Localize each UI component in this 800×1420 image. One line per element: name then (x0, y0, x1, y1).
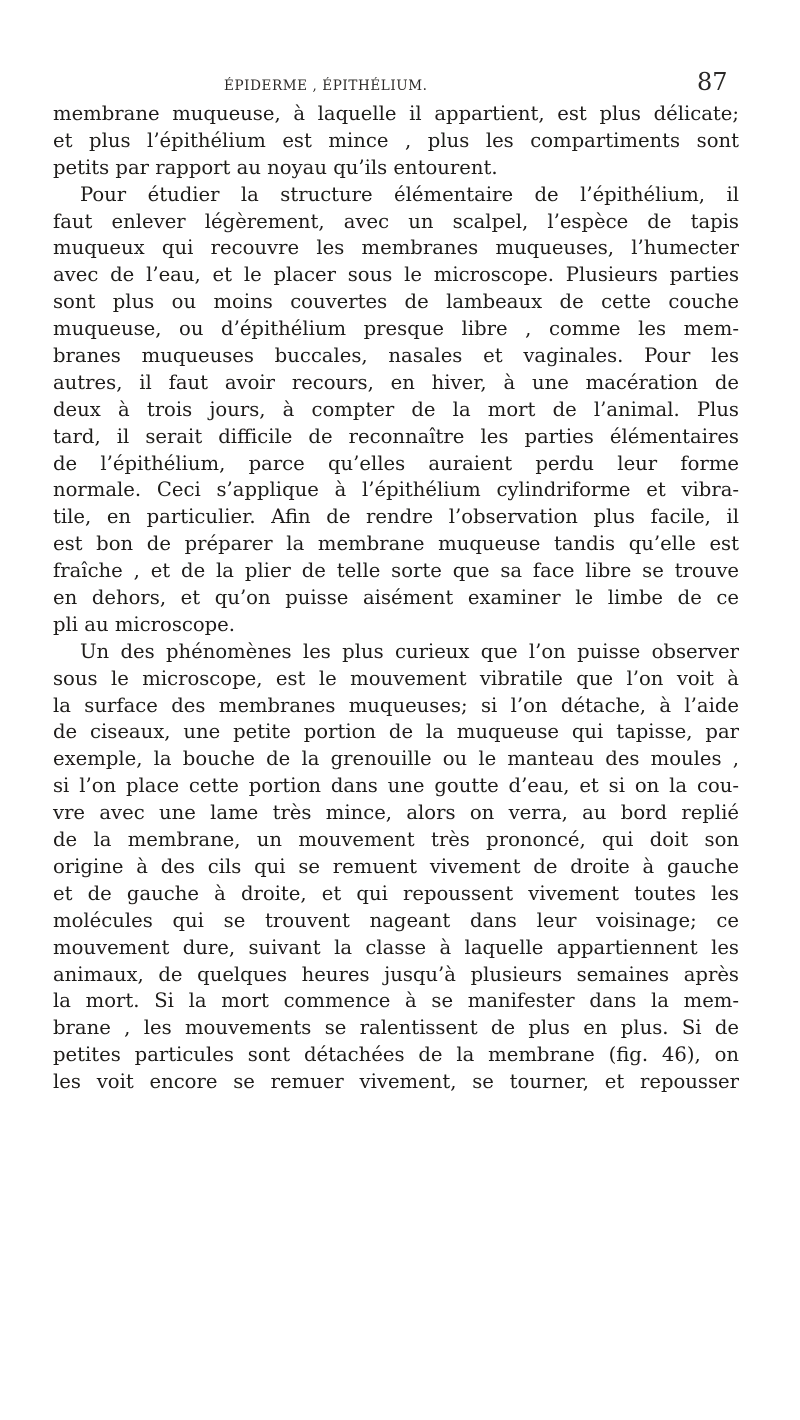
text-line: origine à des cils qui se remuent vivement de droite à gauche (53, 854, 739, 878)
text-line: la mort. Si la mort commence à se manifester dans la mem- (53, 989, 739, 1013)
text-line: branes muqueuses buccales, nasales et vaginales. Pour les (53, 344, 739, 368)
text-line: Un des phénomènes les plus curieux que l’on puisse observer (80, 639, 739, 663)
text-line: de ciseaux, une petite portion de la muqueuse qui tapisse, par (53, 720, 739, 744)
text-line: de l’épithélium, parce qu’elles auraient perdu leur forme (53, 451, 739, 475)
text-line: deux à trois jours, à compter de la mort de l’animal. Plus (53, 397, 739, 421)
text-line: sous le microscope, est le mouvement vibratile que l’on voit à (53, 666, 739, 690)
text-line: brane , les mouvements se ralentissent de plus en plus. Si de (53, 1016, 739, 1040)
text-line: exemple, la bouche de la grenouille ou le manteau des moules , (53, 747, 739, 771)
text-line: la surface des membranes muqueuses; si l’on détache, à l’aide (53, 693, 739, 717)
running-head: ÉPIDERME , ÉPITHÉLIUM. (224, 78, 428, 94)
text-line: muqueuse, ou d’épithélium presque libre , comme les mem- (53, 317, 739, 341)
text-line: et de gauche à droite, et qui repoussent vivement toutes les (53, 881, 739, 905)
text-line: molécules qui se trouvent nageant dans leur voisinage; ce (53, 908, 739, 932)
text-line: et plus l’épithélium est mince , plus les compartiments sont (53, 128, 739, 152)
text-line: si l’on place cette portion dans une goutte d’eau, et si on la cou- (53, 774, 739, 798)
text-line: est bon de préparer la membrane muqueuse tandis qu’elle est (53, 532, 739, 556)
text-line: petits par rapport au noyau qu’ils entourent. (53, 155, 498, 179)
text-line: vre avec une lame très mince, alors on verra, au bord replié (53, 801, 739, 825)
text-line: sont plus ou moins couvertes de lambeaux de cette couche (53, 290, 739, 314)
text-line: faut enlever légèrement, avec un scalpel, l’espèce de tapis (53, 209, 739, 233)
text-line: normale. Ceci s’applique à l’épithélium cylindriforme et vibra- (53, 478, 739, 502)
body-text (53, 101, 739, 1096)
text-line: mouvement dure, suivant la classe à laquelle appartiennent les (53, 935, 739, 959)
text-line: autres, il faut avoir recours, en hiver, à une macération de (53, 370, 739, 394)
text-line: tile, en particulier. Afin de rendre l’observation plus facile, il (53, 505, 739, 529)
text-line: les voit encore se remuer vivement, se tourner, et repousser (53, 1070, 739, 1094)
page-number: 87 (697, 68, 728, 96)
text-line: de la membrane, un mouvement très prononcé, qui doit son (53, 828, 739, 852)
text-line: tard, il serait difficile de reconnaître les parties élémentaires (53, 424, 739, 448)
text-line: muqueux qui recouvre les membranes muqueuses, l’humecter (53, 236, 739, 260)
text-line: fraîche , et de la plier de telle sorte que sa face libre se trouve (53, 559, 739, 583)
text-line: Pour étudier la structure élémentaire de l’épithélium, il (80, 182, 739, 206)
text-line: membrane muqueuse, à laquelle il appartient, est plus délicate; (53, 102, 739, 125)
text-line: avec de l’eau, et le placer sous le microscope. Plusieurs parties (53, 263, 739, 287)
text-line: petites particules sont détachées de la membrane (fig. 46), on (53, 1043, 739, 1067)
text-line: en dehors, et qu’on puisse aisément examiner le limbe de ce (53, 586, 739, 610)
text-line: animaux, de quelques heures jusqu’à plusieurs semaines après (53, 962, 739, 986)
text-line: pli au microscope. (53, 612, 236, 636)
